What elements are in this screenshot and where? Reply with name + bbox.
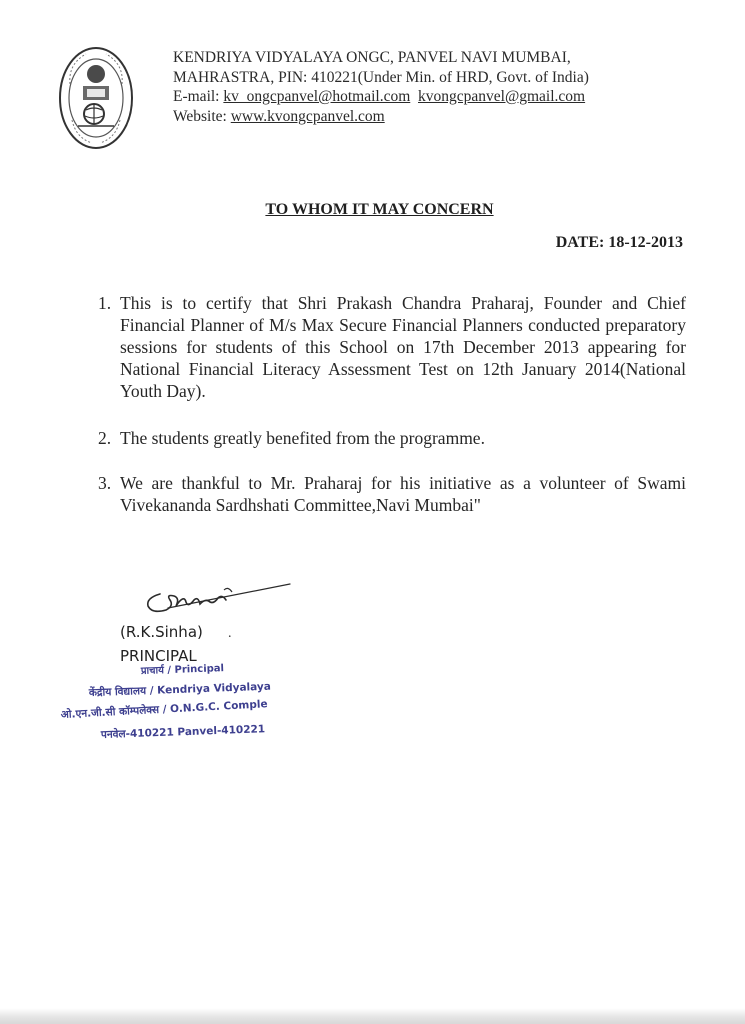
- letter-heading-wrap: [0, 201, 745, 219]
- official-stamp-icon: [55, 658, 325, 744]
- letter-date: DATE: 18-12-2013: [555, 234, 683, 251]
- email-link-hotmail[interactable]: kv_ongcpanvel@hotmail.com: [223, 88, 411, 105]
- school-emblem-icon: [56, 44, 136, 152]
- letterhead-email-row: [173, 87, 589, 107]
- list-item: [98, 472, 686, 516]
- letterhead-school-name: KENDRIYA VIDYALAYA ONGC, PANVEL NAVI MUMBAI,: [173, 49, 571, 66]
- signatory-title: PRINCIPAL: [120, 647, 197, 665]
- stamp-line-2: केंद्रीय विद्यालय / Kendriya Vidyalaya: [88, 680, 272, 699]
- list-item-number: 2.: [98, 428, 112, 448]
- stamp-line-3: ओ.एन.जी.सी कॉम्पलेक्स / O.N.G.C. Comple: [60, 698, 268, 721]
- letterhead-address: MAHRASTRA, PIN: 410221(Under Min. of HRD, Govt. of India): [173, 68, 589, 86]
- letter-heading: TO WHOM IT MAY CONCERN: [265, 201, 494, 218]
- stray-mark: .: [228, 626, 232, 641]
- signature-icon: [140, 576, 300, 620]
- list-item: [98, 427, 686, 449]
- signatory-name: (R.K.Sinha): [120, 623, 203, 641]
- website-link[interactable]: www.kvongcpanvel.com: [230, 107, 385, 125]
- stamp-line-1: प्राचार्य / Principal: [140, 663, 225, 677]
- email-label: E-mail:: [173, 88, 220, 105]
- letterhead: [173, 48, 589, 126]
- stamp-line-4: पनवेल-410221 Panvel-410221: [100, 723, 266, 741]
- list-item-text: We are thankful to Mr. Praharaj for his initiative as a volunteer of Swami Vivekananda Sardhshati Committee,Navi Mumbai": [120, 473, 686, 515]
- list-item-text: The students greatly benefited from the programme.: [120, 428, 485, 448]
- scan-bottom-edge: [0, 1008, 745, 1024]
- website-label: Website:: [173, 107, 227, 125]
- list-item: [98, 292, 686, 402]
- letterhead-website-row: [173, 107, 589, 127]
- email-link-gmail[interactable]: kvongcpanvel@gmail.com: [418, 88, 586, 105]
- list-item-number: 3.: [98, 473, 112, 493]
- list-item-text: This is to certify that Shri Prakash Chandra Praharaj, Founder and Chief Financial Planner of M/s Max Secure Financial Planners conducted preparatory sessions for students of this School on 17th December 2013 appearing for National Financial Literacy Assessment Test on 12th January 2014(National Youth Day).: [120, 293, 686, 401]
- list-item-number: 1.: [98, 293, 112, 313]
